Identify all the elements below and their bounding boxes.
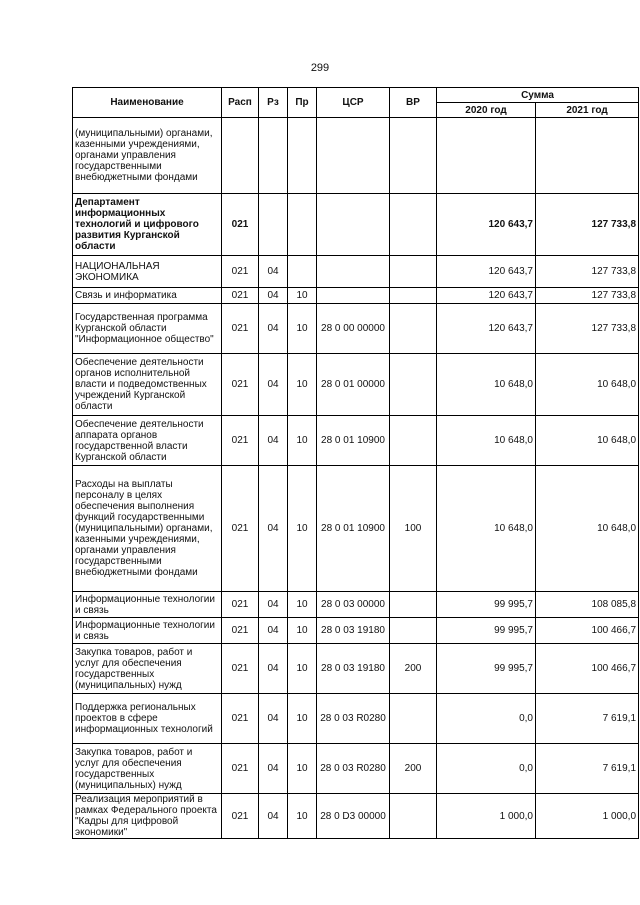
header-pr: Пр [288,88,317,118]
row-vr: 200 [390,644,437,694]
row-rasp: 021 [222,304,259,354]
row-amount-2021: 108 085,8 [536,592,639,618]
header-sum: Сумма [437,88,639,103]
row-amount-2021: 127 733,8 [536,304,639,354]
table-row [73,794,639,839]
row-rz: 04 [259,644,288,694]
row-amount-2020 [437,118,536,194]
header-rz: Рз [259,88,288,118]
row-amount-2021: 127 733,8 [536,194,639,256]
row-rasp: 021 [222,644,259,694]
row-rasp: 021 [222,194,259,256]
row-amount-2020: 10 648,0 [437,354,536,416]
row-name: Связь и информатика [73,288,222,304]
row-csr: 28 0 01 10900 [317,416,390,466]
header-vr: ВР [390,88,437,118]
row-rasp: 021 [222,466,259,592]
row-pr: 10 [288,288,317,304]
table-row [73,618,639,644]
row-vr [390,256,437,288]
row-rz: 04 [259,256,288,288]
row-amount-2020: 1 000,0 [437,794,536,839]
row-amount-2020: 120 643,7 [437,288,536,304]
row-pr: 10 [288,694,317,744]
row-amount-2020: 120 643,7 [437,256,536,288]
row-pr: 10 [288,644,317,694]
table-row [73,592,639,618]
row-amount-2021: 10 648,0 [536,466,639,592]
row-name: Обеспечение деятельности органов исполнительной власти и подведомственных учреждений Курганской области [73,354,222,416]
row-amount-2020: 99 995,7 [437,644,536,694]
row-pr: 10 [288,744,317,794]
row-pr [288,118,317,194]
row-name: НАЦИОНАЛЬНАЯ ЭКОНОМИКА [73,256,222,288]
row-vr [390,354,437,416]
row-vr [390,118,437,194]
row-rz: 04 [259,618,288,644]
row-pr: 10 [288,354,317,416]
row-pr [288,194,317,256]
header-year-2021: 2021 год [536,103,639,118]
row-name: Поддержка региональных проектов в сфере информационных технологий [73,694,222,744]
row-rz: 04 [259,416,288,466]
row-rasp: 021 [222,354,259,416]
row-vr: 200 [390,744,437,794]
row-vr [390,416,437,466]
header-rasp: Расп [222,88,259,118]
row-csr [317,256,390,288]
row-amount-2021: 127 733,8 [536,256,639,288]
row-name: Закупка товаров, работ и услуг для обеспечения государственных (муниципальных) нужд [73,644,222,694]
header-year-2020: 2020 год [437,103,536,118]
row-amount-2021: 100 466,7 [536,618,639,644]
row-amount-2021: 100 466,7 [536,644,639,694]
row-amount-2020: 120 643,7 [437,194,536,256]
row-rz: 04 [259,694,288,744]
table-row [73,354,639,416]
row-rasp: 021 [222,592,259,618]
row-name: Государственная программа Курганской области "Информационное общество" [73,304,222,354]
row-vr [390,618,437,644]
row-rz: 04 [259,466,288,592]
table-row [73,256,639,288]
row-vr [390,288,437,304]
table-row [73,694,639,744]
row-csr: 28 0 D3 00000 [317,794,390,839]
row-csr [317,288,390,304]
row-vr [390,694,437,744]
row-rasp: 021 [222,694,259,744]
row-csr: 28 0 00 00000 [317,304,390,354]
row-amount-2020: 120 643,7 [437,304,536,354]
header-csr: ЦСР [317,88,390,118]
row-vr [390,194,437,256]
row-rasp: 021 [222,416,259,466]
page-number: 299 [310,62,330,74]
row-amount-2021: 127 733,8 [536,288,639,304]
table-row [73,416,639,466]
row-rasp: 021 [222,744,259,794]
row-amount-2021: 7 619,1 [536,744,639,794]
row-rz: 04 [259,304,288,354]
row-amount-2020: 99 995,7 [437,618,536,644]
row-rz [259,118,288,194]
row-csr: 28 0 03 R0280 [317,744,390,794]
row-csr: 28 0 03 19180 [317,618,390,644]
row-rz: 04 [259,354,288,416]
row-csr: 28 0 01 00000 [317,354,390,416]
row-pr: 10 [288,592,317,618]
row-pr [288,256,317,288]
row-pr: 10 [288,618,317,644]
table-body [73,118,639,839]
row-amount-2020: 10 648,0 [437,416,536,466]
row-amount-2021: 7 619,1 [536,694,639,744]
row-amount-2020: 0,0 [437,744,536,794]
table-row [73,644,639,694]
row-name: Расходы на выплаты персоналу в целях обеспечения выполнения функций государственными (муниципальными) органами, казенными учреждениями, органами управления государственными внебюджетными фондами [73,466,222,592]
row-pr: 10 [288,466,317,592]
row-vr [390,304,437,354]
row-vr [390,794,437,839]
row-rz [259,194,288,256]
table-row [73,304,639,354]
row-pr: 10 [288,304,317,354]
row-rz: 04 [259,592,288,618]
row-csr: 28 0 03 00000 [317,592,390,618]
row-name: Информационные технологии и связь [73,592,222,618]
row-rasp: 021 [222,256,259,288]
row-name: Обеспечение деятельности аппарата органов государственной власти Курганской области [73,416,222,466]
row-amount-2021: 10 648,0 [536,416,639,466]
row-csr: 28 0 01 10900 [317,466,390,592]
table-row [73,118,639,194]
row-csr [317,118,390,194]
row-rasp [222,118,259,194]
row-pr: 10 [288,416,317,466]
row-name: (муниципальными) органами, казенными учреждениями, органами управления государственными внебюджетными фондами [73,118,222,194]
table-row [73,466,639,592]
row-rasp: 021 [222,794,259,839]
row-rz: 04 [259,288,288,304]
row-amount-2020: 99 995,7 [437,592,536,618]
row-amount-2021: 1 000,0 [536,794,639,839]
row-csr: 28 0 03 R0280 [317,694,390,744]
row-name: Департамент информационных технологий и цифрового развития Курганской области [73,194,222,256]
row-csr: 28 0 03 19180 [317,644,390,694]
table-row [73,744,639,794]
row-csr [317,194,390,256]
row-amount-2021: 10 648,0 [536,354,639,416]
row-name: Информационные технологии и связь [73,618,222,644]
row-rz: 04 [259,744,288,794]
row-rasp: 021 [222,288,259,304]
row-amount-2021 [536,118,639,194]
row-name: Закупка товаров, работ и услуг для обеспечения государственных (муниципальных) нужд [73,744,222,794]
budget-table [72,87,639,839]
table-row [73,288,639,304]
row-name: Реализация мероприятий в рамках Федерального проекта "Кадры для цифровой экономики" [73,794,222,839]
row-vr [390,592,437,618]
header-name: Наименование [73,88,222,118]
row-rasp: 021 [222,618,259,644]
table-row [73,194,639,256]
row-amount-2020: 10 648,0 [437,466,536,592]
row-vr: 100 [390,466,437,592]
row-pr: 10 [288,794,317,839]
row-rz: 04 [259,794,288,839]
row-amount-2020: 0,0 [437,694,536,744]
